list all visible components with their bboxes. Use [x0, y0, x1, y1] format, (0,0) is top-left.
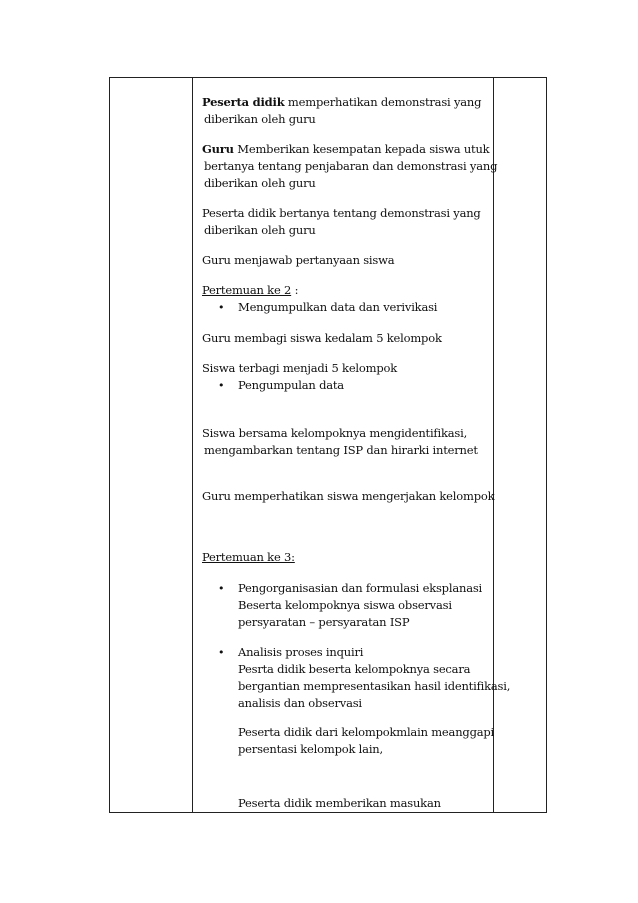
text-line: bergantian mempresentasikan hasil identifikasi, — [238, 679, 511, 693]
bullet-icon — [218, 644, 226, 661]
text-line: Guru memperhatikan siswa mengerjakan kelompok — [202, 489, 495, 503]
text-line: diberikan oleh guru — [204, 223, 316, 237]
bullet-icon — [218, 377, 226, 394]
text-line: Siswa terbagi menjadi 5 kelompok — [202, 361, 397, 375]
text-line: mengambarkan tentang ISP dan hirarki internet — [204, 443, 478, 457]
text-line: persyaratan – persyaratan ISP — [238, 615, 410, 629]
section-heading: Pertemuan ke 2 : — [202, 283, 299, 297]
text-line: Guru Memberikan kesempatan kepada siswa utuk — [202, 142, 490, 156]
text-line: Pesrta didik beserta kelompoknya secara — [238, 662, 471, 676]
bullet-icon — [218, 299, 226, 316]
text-line: Beserta kelompoknya siswa observasi — [238, 598, 452, 612]
text-line: Peserta didik bertanya tentang demonstrasi yang — [202, 206, 481, 220]
activity-table: Peserta didik memperhatikan demonstrasi yang diberikan oleh guru Guru Memberikan kesempatan kepada siswa utuk bertanya tentang penjabaran dan demonstrasi yang diberikan oleh guru Peserta didik bertanya tentang demonstrasi yang diberikan oleh guru Guru menjawab pertanyaan siswa Pertemuan ke 2 : • Mengumpulkan data dan verivikasi Guru membagi siswa kedalam 5 kelompok Siswa terbagi menjadi 5 kelompok • Pengumpulan data Siswa bersama kelompoknya mengidentifikasi, mengambarkan tentang ISP dan hirarki internet Guru memperhatikan siswa mengerjakan kelompok Pertemuan ke 3: • Pengorganisasian dan formulasi eksplanasi Beserta kelompoknya siswa observasi persyaratan – persyaratan ISP • Analisis proses inquiri Pesrta didik beserta kelompoknya secara bergantian mempresentasikan hasil identifikasi, analisis dan observasi Peserta didik dari kelompokmlain meanggapi persentasi kelompok lain, Peserta didik memberikan masukan — [109, 77, 547, 813]
column-divider-left — [192, 78, 193, 812]
section-heading: Pertemuan ke 3: — [202, 550, 295, 564]
text-line: diberikan oleh guru — [204, 112, 316, 126]
text-line: analisis dan observasi — [238, 696, 362, 710]
text-line: Siswa bersama kelompoknya mengidentifikasi, — [202, 426, 468, 440]
column-divider-right — [493, 78, 494, 812]
text-line: Peserta didik dari kelompokmlain meanggapi — [238, 725, 495, 739]
text-line: Peserta didik memperhatikan demonstrasi yang — [202, 95, 482, 109]
text-line: bertanya tentang penjabaran dan demonstrasi yang — [204, 159, 498, 173]
bullet-icon — [218, 580, 226, 597]
text-line: Guru menjawab pertanyaan siswa — [202, 253, 395, 267]
text-line: diberikan oleh guru — [204, 176, 316, 190]
text-line: Guru membagi siswa kedalam 5 kelompok — [202, 331, 442, 345]
text-line: persentasi kelompok lain, — [238, 742, 383, 756]
text-line: Peserta didik memberikan masukan — [238, 796, 441, 810]
